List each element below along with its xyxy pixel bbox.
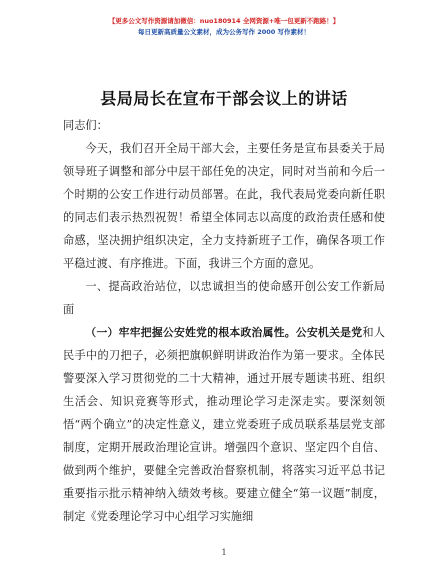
section-heading-1: 一、提高政治站位，以忠诚担当的使命感开创公安工作新局面 [63,280,385,316]
promo-banner-line1: 【更多公文写作资源请加微信：nuo180914 全网资源+唯一包更新不跑路！】 [108,17,340,25]
subsection-1 [63,321,385,528]
subsection-1-text: 和人民手中的刀把子，必须把旗帜鲜明讲政治作为第一要求。全体民警要深入学习贯彻党的二十大精神，通过开展专题读书班、组织生活会、知识竞赛等形式，推动理论学习走深走实。要深刻领悟“两个确立”的决定性意义，建立党委班子成员联系基层党支部制度，定期开展政治理论宣讲。增强四个意识、坚定四个自信、做到两个维护，要健全完善政治督察机制，将落实习近平总书记重要指示批示精神纳入绩效考核。要建立健全“第一议题”制度，制定《党委理论学习中心组学习实施细 [63,326,385,523]
promo-banner-line2: 每日更新高质量公文素材，成为公务写作 2000 写作素材！ [137,28,311,36]
document-body [63,114,385,528]
document-title: 县局局长在宣布干部会议上的讲话 [100,89,348,108]
subsection-1-heading: （一）牢牢把握公安姓党的根本政治属性。公安机关是党 [85,326,363,339]
page-number: 1 [221,548,227,557]
greeting: 同志们： [63,119,108,132]
paragraph-intro: 今天，我们召开全局干部大会，主要任务是宣布县委关于局领导班子调整和部分中层干部任免的决定，同时对当前和今后一个时期的公安工作进行动员部署。在此，我代表局党委向新任职的同志们表示热烈祝贺！希望全体同志以高度的政治责任感和使命感，坚决拥护组织决定，全力支持新班子工作，确保各项工作平稳过渡、有序推进。下面，我讲三个方面的意见。 [63,142,385,270]
promo-banner [0,16,448,38]
